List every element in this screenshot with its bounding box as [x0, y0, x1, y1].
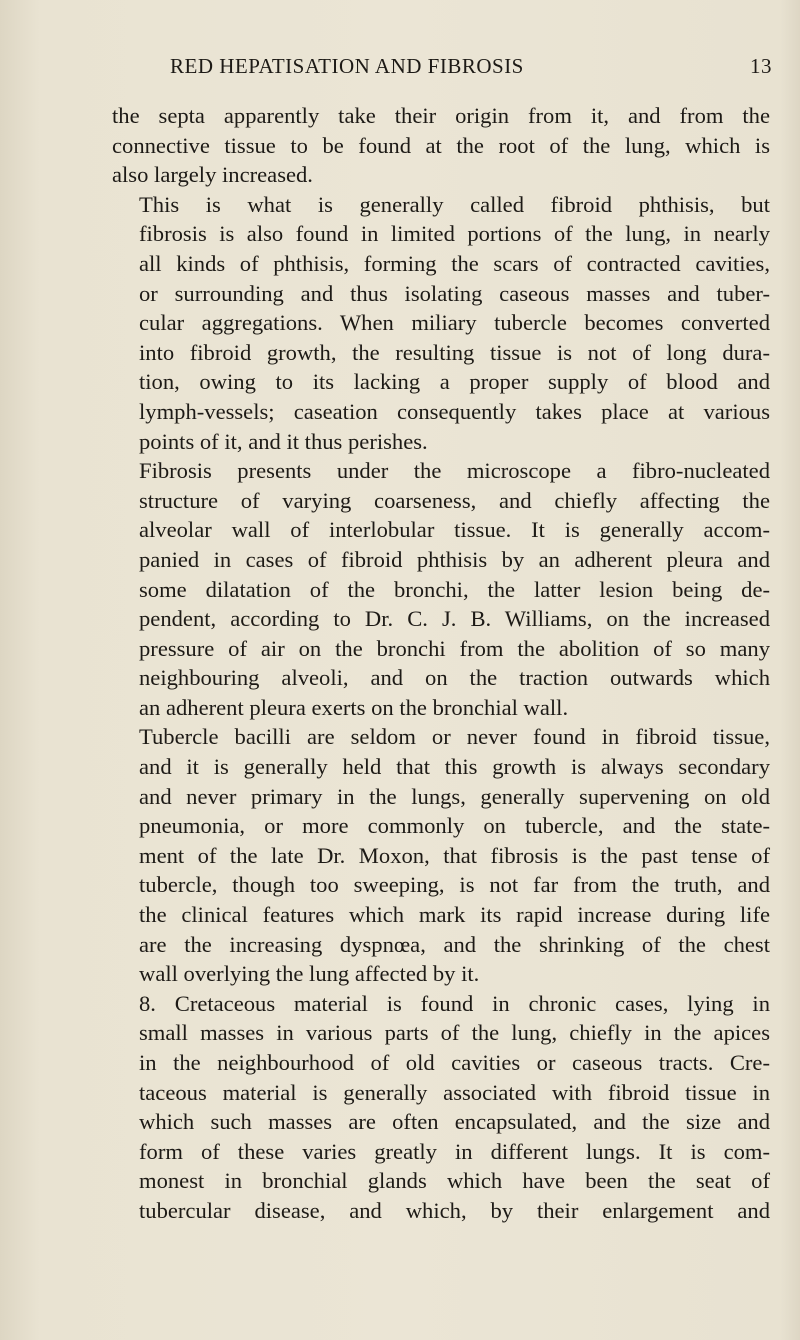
text-line: fibrosis is also found in limited portions of the lung, in nearly	[139, 221, 770, 247]
text-line: wall overlying the lung affected by it.	[139, 961, 480, 987]
text-line: and it is generally held that this growth is always secondary	[139, 754, 770, 780]
paragraph	[112, 456, 770, 722]
paragraph	[112, 101, 770, 190]
text-line: pressure of air on the bronchi from the abolition of so many	[139, 635, 770, 661]
text-line: are the increasing dyspnœa, and the shrinking of the chest	[139, 931, 770, 957]
paragraph	[112, 989, 770, 1226]
text-line: alveolar wall of interlobular tissue. It is generally accom-	[139, 517, 770, 543]
text-line: connective tissue to be found at the root of the lung, which is	[112, 132, 770, 158]
text-line: ment of the late Dr. Moxon, that fibrosis is the past tense of	[139, 842, 770, 868]
text-line: form of these varies greatly in different lungs. It is com-	[139, 1138, 770, 1164]
text-line: small masses in various parts of the lung, chiefly in the apices	[139, 1020, 770, 1046]
text-line: structure of varying coarseness, and chiefly affecting the	[139, 487, 770, 513]
text-line: Fibrosis presents under the microscope a fibro-nucleated	[139, 458, 770, 484]
running-head-title: RED HEPATISATION AND FIBROSIS	[170, 54, 524, 78]
text-line: or surrounding and thus isolating caseous masses and tuber-	[139, 280, 770, 306]
text-line: tubercle, though too sweeping, is not far from the truth, and	[139, 872, 770, 898]
text-line: This is what is generally called fibroid phthisis, but	[139, 191, 770, 217]
text-line: some dilatation of the bronchi, the latter lesion being de-	[139, 576, 770, 602]
text-line: tion, owing to its lacking a proper supply of blood and	[139, 369, 770, 395]
text-line: lymph-vessels; caseation consequently takes place at various	[139, 398, 770, 424]
text-line: all kinds of phthisis, forming the scars of contracted cavities,	[139, 250, 770, 276]
text-line: an adherent pleura exerts on the bronchial wall.	[139, 694, 569, 720]
text-line: cular aggregations. When miliary tubercle becomes converted	[139, 310, 770, 336]
text-line: pneumonia, or more commonly on tubercle, and the state-	[139, 813, 770, 839]
text-line: Tubercle bacilli are seldom or never found in fibroid tissue,	[139, 724, 770, 750]
paragraph	[112, 722, 770, 988]
text-line: which such masses are often encapsulated, and the size and	[139, 1109, 770, 1135]
text-line: pendent, according to Dr. C. J. B. Williams, on the increased	[139, 606, 770, 632]
text-line: neighbouring alveoli, and on the traction outwards which	[139, 665, 770, 691]
text-line: tubercular disease, and which, by their enlargement and	[139, 1197, 770, 1223]
text-line: panied in cases of fibroid phthisis by an adherent pleura and	[139, 546, 770, 572]
text-line: monest in bronchial glands which have been the seat of	[139, 1168, 770, 1194]
page-number: 13	[750, 54, 772, 78]
text-line: also largely increased.	[112, 162, 313, 188]
paragraph	[112, 190, 770, 456]
text-line: and never primary in the lungs, generally supervening on old	[139, 783, 770, 809]
text-line: into fibroid growth, the resulting tissue is not of long dura-	[139, 339, 770, 365]
text-line: the septa apparently take their origin from it, and from the	[112, 103, 770, 128]
text-line: taceous material is generally associated with fibroid tissue in	[139, 1079, 770, 1105]
text-line: the clinical features which mark its rapid increase during life	[139, 902, 770, 928]
text-line: in the neighbourhood of old cavities or caseous tracts. Cre-	[139, 1050, 770, 1075]
text-line: points of it, and it thus perishes.	[139, 428, 428, 454]
running-head	[112, 54, 772, 84]
body-text	[112, 101, 770, 1226]
text-line: 8. Cretaceous material is found in chronic cases, lying in	[139, 990, 770, 1016]
